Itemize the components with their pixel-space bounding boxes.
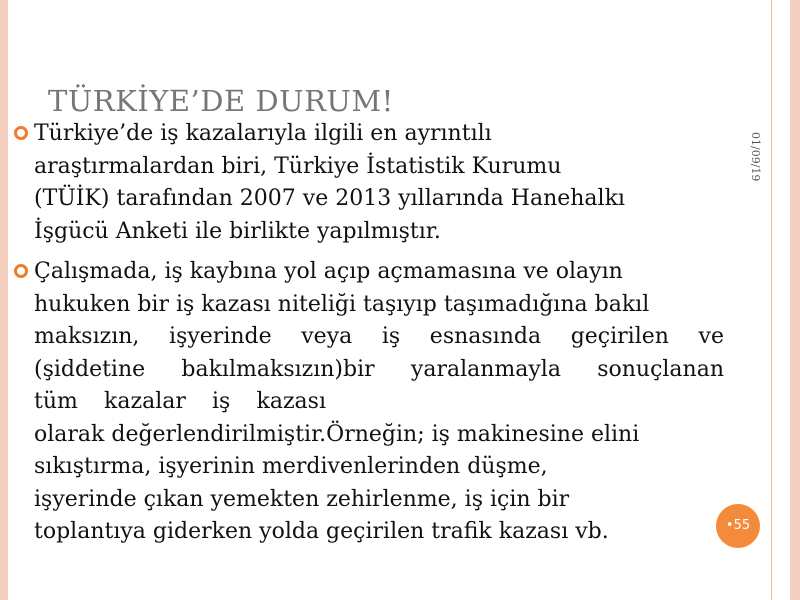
text-line: (şiddetine bakılmaksızın)bir yaralanmayla sonuçlanan xyxy=(34,356,724,382)
slide-date: 01/09/19 xyxy=(749,132,762,182)
page-number: 55 xyxy=(733,518,751,533)
bullet-paragraph-2 xyxy=(14,256,734,549)
slide-border-left xyxy=(0,0,8,600)
page-number-badge: •55 xyxy=(716,504,760,548)
text-line: işyerinde çıkan yemekten zehirlenme, iş için bir xyxy=(34,486,570,512)
bullet-circle-icon xyxy=(14,264,28,278)
slide-title: TÜRKİYE’DE DURUM! xyxy=(48,84,394,118)
text-line: İşgücü Anketi ile birlikte yapılmıştır. xyxy=(34,218,441,244)
text-line: tüm kazalar iş kazası xyxy=(34,389,326,414)
text-line: hukuken bir iş kazası niteliği taşıyıp taşımadığına bakıl xyxy=(34,291,650,317)
text-line: Türkiye’de iş kazalarıyla ilgili en ayrıntılı xyxy=(34,121,492,146)
slide-border-right xyxy=(790,0,800,600)
text-line: Çalışmada, iş kaybına yol açıp açmamasına ve olayın xyxy=(34,259,623,284)
text-line: maksızın, işyerinde veya iş esnasında geçirilen ve xyxy=(34,324,724,349)
text-line: toplantıya giderken yolda geçirilen trafik kazası vb. xyxy=(34,519,609,544)
text-line: olarak değerlendirilmiştir.Örneğin; iş makinesine elini xyxy=(34,421,640,447)
bullet-paragraph-1 xyxy=(14,118,734,248)
slide-content xyxy=(14,118,734,549)
text-line: araştırmalardan biri, Türkiye İstatistik Kurumu xyxy=(34,153,562,179)
slide-vertical-rule xyxy=(771,0,772,600)
text-line: (TÜİK) tarafından 2007 ve 2013 yıllarında Hanehalkı xyxy=(34,186,625,211)
text-line: sıkıştırma, işyerinin merdivenlerinden düşme, xyxy=(34,454,548,479)
bullet-circle-icon xyxy=(14,126,28,140)
